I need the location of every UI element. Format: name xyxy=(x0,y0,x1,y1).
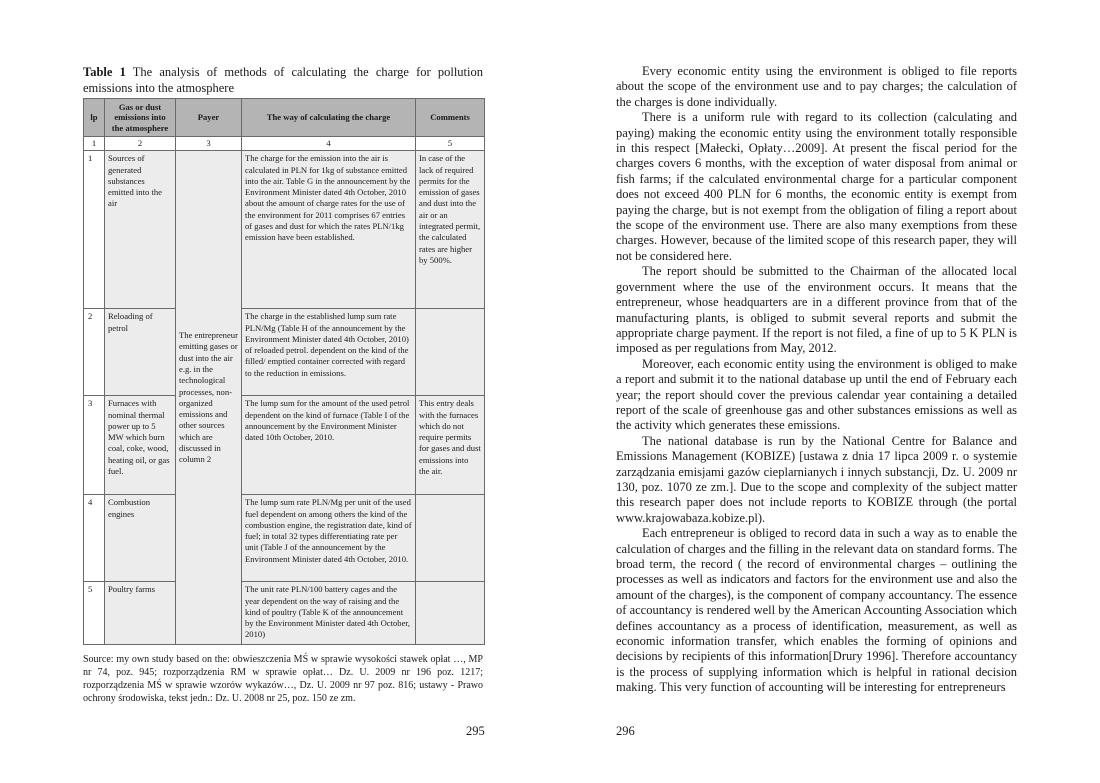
table-caption-text: The analysis of methods of calculating the charge for pollution emissions into the atmosphere xyxy=(83,65,483,95)
header-lp: lp xyxy=(84,99,105,137)
row-method: The charge in the established lump sum rate PLN/Mg (Table H of the announcement by the Environment Minister dated 4th October, 2010) of reloaded petrol. dependent on the kind of the filled/ emptied container corrected with regard to the reduction in emissions. xyxy=(242,309,416,396)
paragraph: Every economic entity using the environment is obliged to file reports about the scope of the environment use and to pay charges; the calculation of the charges is done individually. xyxy=(616,64,1017,109)
table-label: Table 1 xyxy=(83,65,126,79)
col-number: 2 xyxy=(105,137,176,151)
paragraph: There is a uniform rule with regard to its collection (calculating and paying) making the economic entity using the environment totally responsible in this respect [Małecki, Opłaty…2009]. At present the fiscal period for the charges covers 6 months, with the exception of water disposal from animal or fish farms; if the calculated environmental charge for a particular component does not exceed 400 PLN for 6 months, the economic entity is exempt from paying the charge, but is not exempt from the obligation of filing a report about the scope of the environment use. There are also many exemptions from these charges. However, because of the limited scope of this research paper, they will not be considered here. xyxy=(616,110,1017,263)
row-comments: This entry deals with the furnaces which do not require permits for gases and dust emissions into the air. xyxy=(416,396,485,495)
row-comments xyxy=(416,582,485,645)
header-payer: Payer xyxy=(176,99,242,137)
col-number: 1 xyxy=(84,137,105,151)
source-note: Source: my own study based on the: obwieszczenia MŚ w sprawie wysokości stawek opłat …, MP nr 74, poz. 945; rozporządzenia RM w sprawie opłat… Dz. U. 2009 nr 196 poz. 1217; rozporządzenia MŚ w sprawie wzorów wykazów…, Dz. U. 2009 nr 97 poz. 816; ustawy - Prawo ochrony środowiska, tekst jedn.: Dz. U. 2008 nr 25, poz. 150 ze zm. xyxy=(83,654,483,704)
row-gas: Furnaces with nominal thermal power up to 5 MW which burn coal, coke, wood, heating oil, or gas fuel. xyxy=(105,396,176,495)
table-row xyxy=(84,582,485,645)
row-comments xyxy=(416,309,485,396)
column-number-row xyxy=(84,137,485,151)
row-gas: Combustion engines xyxy=(105,495,176,582)
paragraph: The report should be submitted to the Chairman of the allocated local government where the use of the environment occurs. It means that the entrepreneur, whose headquarters are in a different province from that of the manufacturing plants, is obliged to submit several reports and submit the appropriate charge payment. If the report is not filed, a fine of up to 5 K PLN is imposed as per regulations from May, 2012. xyxy=(616,264,1017,356)
table-caption xyxy=(83,64,483,96)
table-row xyxy=(84,396,485,495)
header-gas: Gas or dust emissions into the atmosphere xyxy=(105,99,176,137)
paragraph: Moreover, each economic entity using the environment is obliged to make a report and submit it to the national database up until the end of February each year; the report should cover the previous calendar year containing a detailed report of the scale of greenhouse gas and other substances emissions as well as the activity which generates these emissions. xyxy=(616,356,1017,433)
payer-cell: The entrepreneur emitting gases or dust into the air e.g. in the technological processes, non-organized emissions and other sources which are discussed in column 2 xyxy=(176,151,242,645)
body-text xyxy=(616,64,1017,696)
row-comments: In case of the lack of required permits for the emission of gases and dust into the air or an integrated permit, the calculated rates are higher by 500%. xyxy=(416,151,485,309)
row-lp: 5 xyxy=(84,582,105,645)
charge-methods-table xyxy=(83,98,485,645)
row-lp: 4 xyxy=(84,495,105,582)
row-method: The unit rate PLN/100 battery cages and the year dependent on the way of raising and the kind of poultry (Table K of the announcement by the Environment Minister dated 4th October, 2010) xyxy=(242,582,416,645)
row-gas: Reloading of petrol xyxy=(105,309,176,396)
page-number-right: 296 xyxy=(616,724,635,738)
row-lp: 3 xyxy=(84,396,105,495)
table-row xyxy=(84,495,485,582)
row-gas: Sources of generated substances emitted into the air xyxy=(105,151,176,309)
table-row xyxy=(84,309,485,396)
row-lp: 1 xyxy=(84,151,105,309)
col-number: 3 xyxy=(176,137,242,151)
paragraph: The national database is run by the National Centre for Balance and Emissions Management (KOBIZE) [ustawa z dnia 17 lipca 2009 r. o systemie zarządzania emisjami gazów cieplarnianych i innych substancji, Dz. U. 2009 nr 130, poz. 1070 ze zm.]. Due to the scope and complexity of the subject matter this research paper does not include reports to KOBIZE through (the portal www.krajowabaza.kobize.pl). xyxy=(616,433,1017,525)
page-number-left: 295 xyxy=(466,724,485,738)
col-number: 5 xyxy=(416,137,485,151)
row-method: The lump sum for the amount of the used petrol dependent on the kind of furnace (Table I of the announcement by the Environment Minister dated 10th October, 2010. xyxy=(242,396,416,495)
col-number: 4 xyxy=(242,137,416,151)
header-method: The way of calculating the charge xyxy=(242,99,416,137)
table-row xyxy=(84,151,485,309)
paragraph: Each entrepreneur is obliged to record data in such a way as to enable the calculation of charges and the filling in the relevant data on standard forms. The broad term, the record ( the record of environmental charges – outlining the processes as well as indicators and factors for the environment use and also the amount of the charges), is the component of company accountancy. The essence of accountancy is rendered well by the American Accounting Association which defines accountancy as a process of identification, measurement, as well as economic information transfer, which enables the forming of opinions and decisions by recipients of this information[Drury 1996]. Therefore accountancy is the process of supplying information which is helpful in rational decision making. This very function of accounting will be interesting for entrepreneurs xyxy=(616,526,1017,695)
header-comments: Comments xyxy=(416,99,485,137)
row-gas: Poultry farms xyxy=(105,582,176,645)
row-comments xyxy=(416,495,485,582)
row-method: The charge for the emission into the air is calculated in PLN for 1kg of substance emitted into the air. Table G in the announcement by the Environment Minister dated 4th October, 2010 about the amount of charge rates for the use of the environment for 2011 comprises 67 entries of gases and dust for which the rates PLN/1kg emission have been established. xyxy=(242,151,416,309)
row-method: The lump sum rate PLN/Mg per unit of the used fuel dependent on among others the kind of the combustion engine, the registration date, kind of fuel; in total 32 types differentiating rate per unit (Table J of the announcement by the Environment Minister dated 4th October, 2010. xyxy=(242,495,416,582)
row-lp: 2 xyxy=(84,309,105,396)
